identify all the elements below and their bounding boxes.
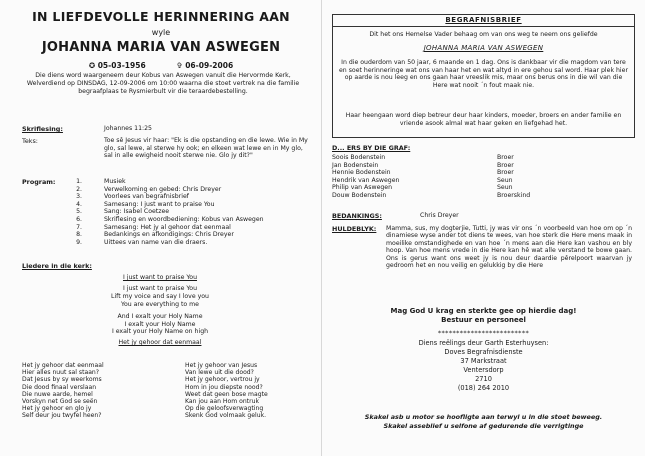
funeral-letter-name: JOHANNA MARIA VAN ASWEGEN (423, 44, 544, 52)
teks-label: Teks: (22, 137, 38, 145)
footer-notice: Skakel asb u motor se hoofligte aan terwyl u in die stoet beweeg. Skakel asseblief u selfone af gedurende die verrigtinge (364, 413, 603, 430)
bedankings-label: BEDANKINGS: (332, 212, 382, 220)
song-line: And I exalt your Holy Name (117, 312, 203, 320)
service-details: Die diens word waargeneem deur Kobus van Aswegen vanuit die Hervormde Kerk, Welverdiend op DINSDAG, 12-09-2006 om 10:00 waarna die stoet vertrek na die familie begraafplaas te Rysmierbult vir die teraardebestelling. (26, 72, 300, 96)
program-item: 9. Uittees van name van die draers. (76, 238, 208, 246)
liedere-label: Liedere in die kerk: (22, 262, 92, 270)
huldeblyk-text: Mamma, sus, my dogterjie, Tutti, jy was vir ons ´n voorbeeld van hoe om op ´n dinamiese wyse ander tot diens te wees, van hoe sterk die Here mens maak in moeilike omstandighede en van hoe ´n mens aan die Here kan vashou en bly hoop. Van hoe mens vrede in die Here kan hê wat alle verstand te bowe gaan. Ons is gerus want ons weet jy is nou deur daardie pêrelpoort waarvan jy gedroom het en nou veilig en gelukkig by die Here (386, 225, 632, 270)
program-item: 1. Musiek (76, 178, 126, 185)
program-item: 8. Bedankings en afkondigings: Chris Dreyer (76, 231, 234, 239)
pallbearer-row: Douw Bodenstein Broerskind (332, 191, 531, 199)
program-item: 2. Verwelkoming en gebed: Chris Dreyer (76, 185, 222, 193)
death-date: ✞ 06-09-2006 (176, 61, 234, 70)
funeral-letter-intro: Dit het ons Hemelse Vader behaag om van ons weg te neem ons geliefde (369, 31, 598, 38)
late-label: wyle (151, 28, 171, 37)
poem-left: Het jy gehoor dat eenmaal Hier alles nuut sal staan? Dat Jesus by sy weerkoms Die dood finaal verslaan Die nuwe aarde, hemel Vorskyn net God se seën Het jy gehoor en glo jy Self deur jou twyfel heen? (22, 362, 104, 420)
program-item: 6. Skriflesing en woordbediening: Kobus van Aswegen (76, 215, 264, 223)
birth-date: ✪ 05-03-1956 (88, 61, 146, 70)
skriflesing-label: Skriflesing: (22, 125, 63, 133)
right-page (322, 0, 645, 456)
song-line: I just want to praise You (122, 284, 198, 292)
funeral-letter-para2: Haar heengaan word diep betreur deur haar kinders, moeder, broers en ander familie en vriende asook almal wat haar geken en liefgehad het. (345, 112, 622, 127)
pallbearer-row: Jan Bodenstein Broer (332, 161, 514, 169)
pallbearer-row: Hendrik van Aswegen Seun (332, 176, 513, 184)
funeral-letter-para1: In die ouderdom van 50 jaar, 6 maande en 1 dag. Ons is dankbaar vir die magdom van tere en soet herinneringe wat ons van haar het en wat altyd in ere gehou sal word. Haar plek hier op aarde is nou leeg en ons gaan haar vreeslik mis, maar ons berus ons in die wil van die Here wat nooit ´n fout maak nie. (339, 59, 628, 89)
pallbearer-row: Soois Bodenstein Broer (332, 154, 514, 161)
song-2-title: Het jy gehoor dat eenmaal (118, 339, 202, 347)
song-line: You are everything to me (121, 300, 199, 308)
song-1-title: I just want to praise You (122, 274, 198, 281)
song-line: Lift my voice and say I love you (111, 292, 209, 300)
life-dates (0, 61, 322, 70)
closing-blessing: Mag God U krag en sterkte gee op hierdie dag! Bestuur en personeel (390, 307, 577, 324)
undertaker-details: Diens reëlings deur Garth Esterhuysen: Doves Begrafnisdienste 37 Markstraat Ventersdorp 2710 (018) 264 2010 (418, 339, 549, 392)
skriflesing-value: Johannes 11:25 (104, 125, 152, 132)
deceased-name: JOHANNA MARIA VAN ASWEGEN (41, 40, 281, 55)
pallbearer-row: Philip van Aswegen Seun (332, 184, 513, 191)
program-item: 7. Samesang: Het jy al gehoor dat eenmaal (76, 223, 231, 231)
song-line: I exalt your Holy Name on high (111, 328, 209, 336)
poem-right: Het jy gehoor van Jesus Van lewe uit die dood? Het jy gehoor, vertrou jy Hom in jou diepste nood? Weet dat geen bose magte Kan jou aan Hom ontruk Op die geloofsverwagting Skenk God volmaak geluk. (185, 362, 268, 420)
pallbearers-list (332, 154, 582, 199)
program-item: 4. Samesang: I just want to praise You (76, 200, 215, 208)
star-divider: ************************* (437, 329, 530, 337)
program-list (70, 178, 310, 246)
funeral-letter-heading: BEGRAFNISBRIEF (332, 14, 635, 27)
program-item: 3. Voorlees van begrafnisbrief (76, 193, 189, 201)
program-label: Program: (22, 178, 56, 186)
memorial-title: IN LIEFDEVOLLE HERINNERING AAN (32, 9, 290, 24)
song-line: I exalt your Holy Name (124, 320, 196, 328)
song-1 (60, 274, 260, 347)
bedankings-value: Chris Dreyer (420, 212, 459, 219)
program-item: 5. Sang: Isabel Coetzee (76, 208, 170, 216)
pallbearer-row: Hennie Bodenstein Broer (332, 169, 514, 176)
left-page (0, 0, 322, 456)
pallbearers-label: D... ERS BY DIE GRAF: (332, 144, 411, 152)
teks-value: Toe sê Jesus vir haar: "Ek is die opstanding en die lewe. Wie in My glo, sal lewe, al sterwe hy ook; en elkeen wat lewe en in My glo, sal in alle ewigheid nooit sterwe nie. Glo jy dit?" (104, 137, 308, 160)
huldeblyk-label: HULDEBLYK: (332, 225, 377, 233)
